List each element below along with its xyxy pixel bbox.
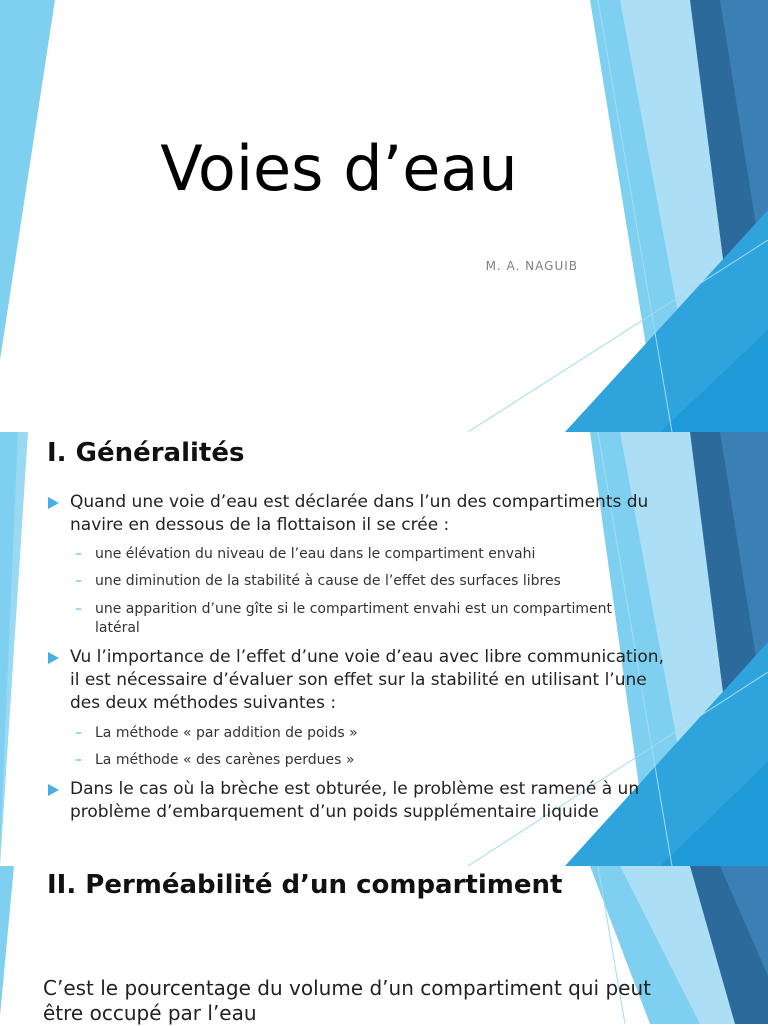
author-name: M. A. NAGUIB bbox=[485, 259, 578, 273]
triangle-bullet-icon bbox=[48, 784, 59, 796]
dash-bullet-icon: – bbox=[75, 601, 82, 617]
bullet-item: Quand une voie d’eau est déclarée dans l’un des compartiments du navire en dessous de la flottaison il se crée : bbox=[70, 491, 670, 537]
triangle-bullet-icon bbox=[48, 497, 59, 509]
sub-bullet-item: – une diminution de la stabilité à cause de l’effet des surfaces libres bbox=[75, 573, 561, 589]
slide-background-graphic bbox=[0, 0, 768, 432]
sub-bullet-item: – une élévation du niveau de l’eau dans le compartiment envahi bbox=[75, 546, 536, 562]
bullet-item: Vu l’importance de l’effet d’une voie d’eau avec libre communication, il est nécessaire d’évaluer son effet sur la stabilité en utilisant l’une des deux méthodes suivantes : bbox=[70, 646, 670, 715]
title-slide bbox=[0, 0, 768, 432]
dash-bullet-icon: – bbox=[75, 725, 82, 741]
sub-bullet-item: – une apparition d’une gîte si le compartiment envahi est un compartiment latéral bbox=[75, 601, 613, 636]
dash-bullet-icon: – bbox=[75, 546, 82, 562]
definition-text: C’est le pourcentage du volume d’un compartiment qui peut être occupé par l’eau bbox=[43, 976, 651, 1025]
section-heading-permeabilite: II. Perméabilité d’un compartiment bbox=[47, 870, 563, 900]
sub-bullet-item: – La méthode « par addition de poids » bbox=[75, 725, 358, 741]
dash-bullet-icon: – bbox=[75, 752, 82, 768]
sub-bullet-item: – La méthode « des carènes perdues » bbox=[75, 752, 355, 768]
bullet-item: Dans le cas où la brèche est obturée, le problème est ramené à un problème d’embarquement d’un poids supplémentaire liquide bbox=[70, 778, 670, 824]
triangle-bullet-icon bbox=[48, 652, 59, 664]
presentation-title: Voies d’eau bbox=[160, 132, 518, 205]
dash-bullet-icon: – bbox=[75, 573, 82, 589]
section-heading-generalites: I. Généralités bbox=[47, 438, 245, 468]
